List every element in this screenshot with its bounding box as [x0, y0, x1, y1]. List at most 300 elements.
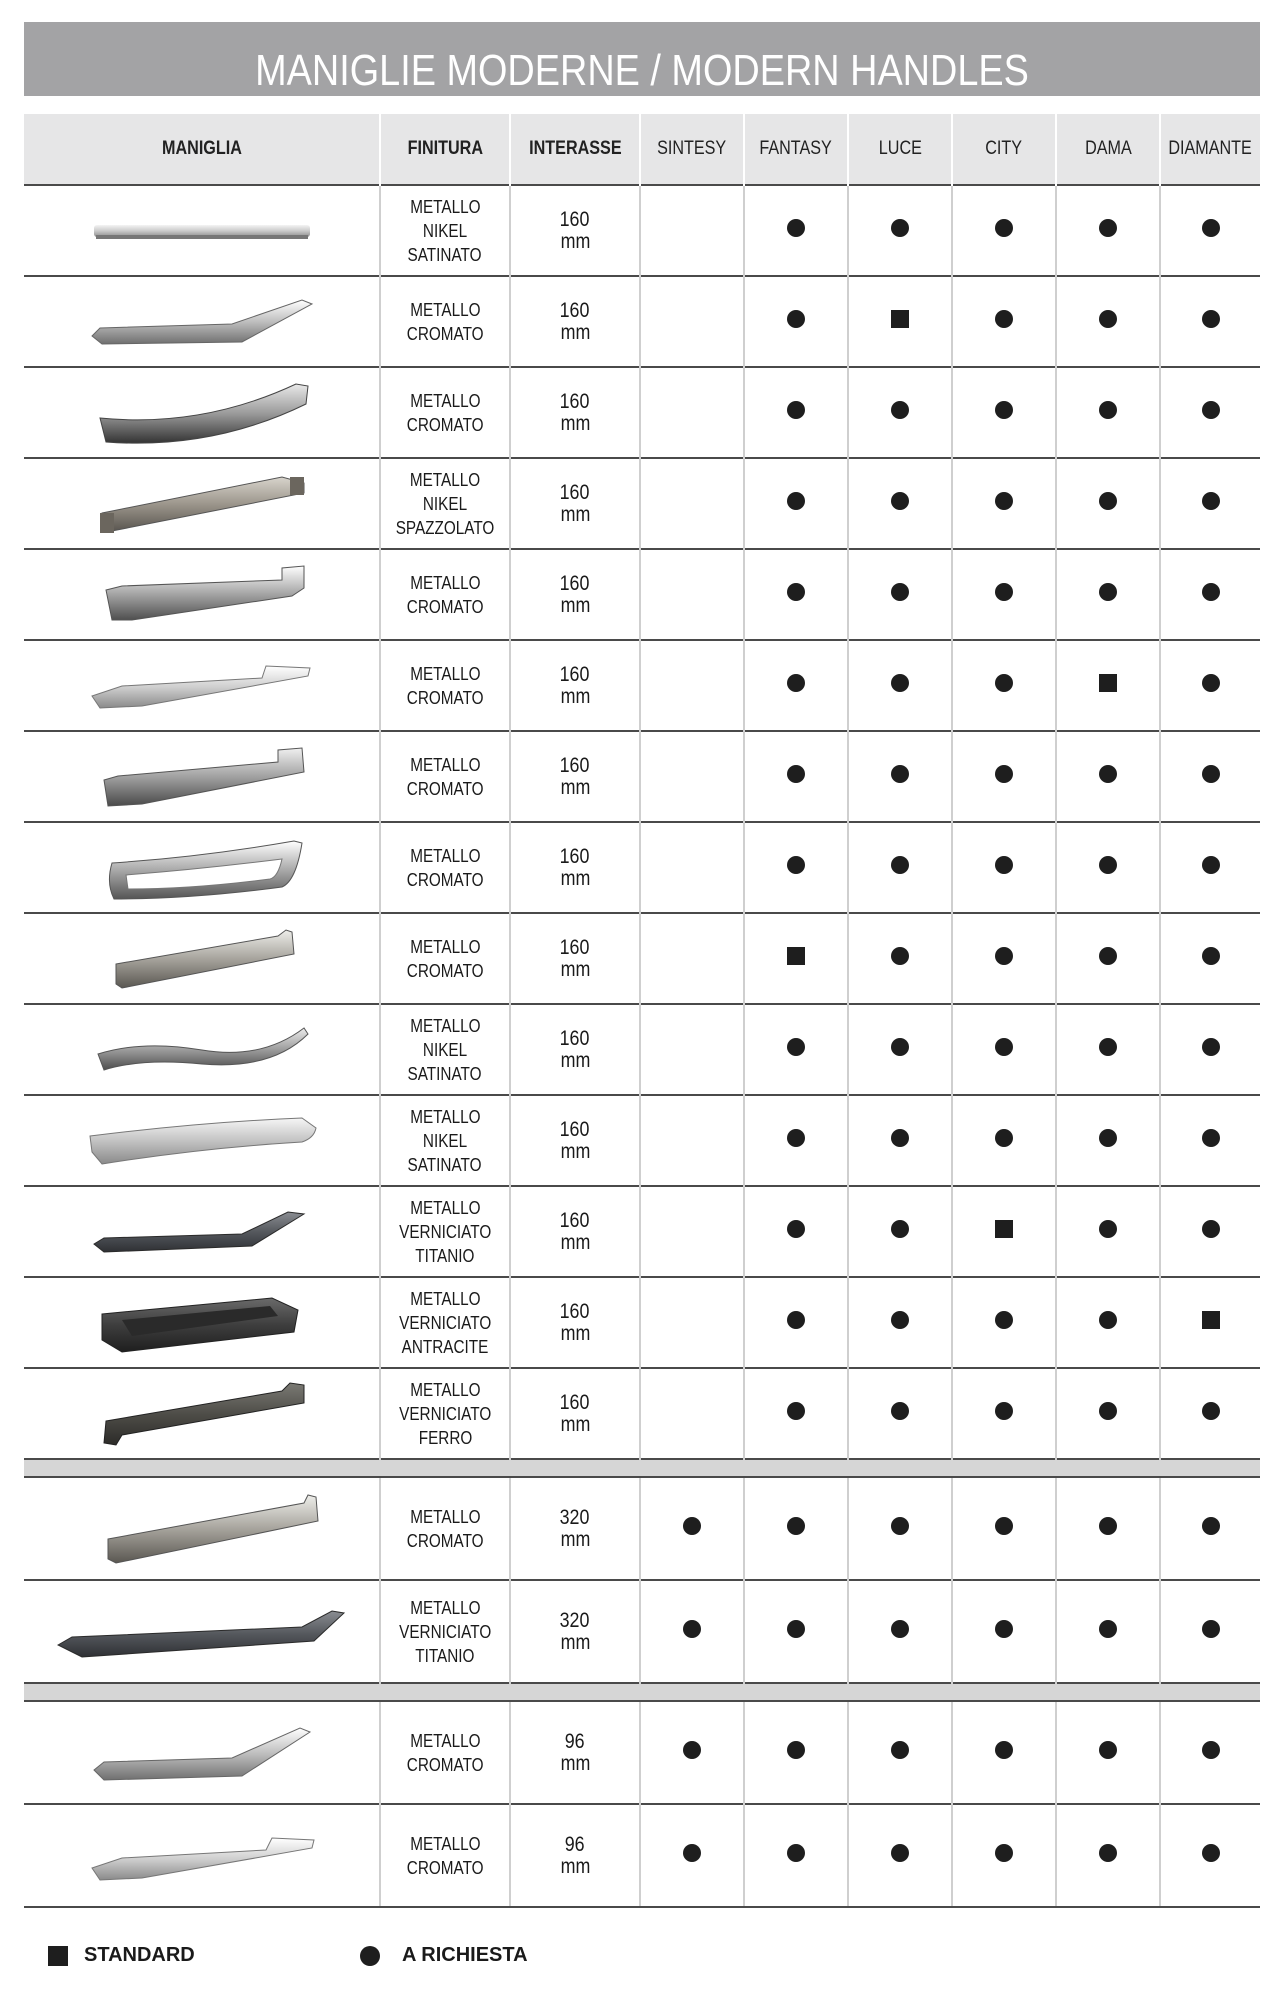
- availability-cell-dama: [1056, 458, 1160, 549]
- dot-icon: [1202, 310, 1220, 328]
- flat-chrome-handle-icon: [24, 656, 379, 716]
- availability-cell-dama: [1056, 1186, 1160, 1277]
- table-row: [24, 640, 1260, 731]
- interaxis-cell: [510, 1004, 640, 1095]
- interaxis-cell: [510, 1186, 640, 1277]
- interaxis-cell: [510, 822, 640, 913]
- interaxis-value: 96: [565, 1832, 585, 1856]
- availability-cell-fantasy: [744, 1804, 848, 1907]
- dot-icon: [1099, 583, 1117, 601]
- interaxis-value: 160: [560, 1208, 590, 1232]
- dot-icon: [787, 1844, 805, 1862]
- interaxis-cell: [510, 1701, 640, 1804]
- dot-icon: [995, 219, 1013, 237]
- availability-cell-luce: [848, 731, 952, 822]
- availability-cell-luce: [848, 640, 952, 731]
- dot-icon: [891, 492, 909, 510]
- dot-icon: [1202, 674, 1220, 692]
- availability-cell-city: [952, 1186, 1056, 1277]
- dot-icon: [1099, 219, 1117, 237]
- availability-cell-diamante: [1160, 731, 1260, 822]
- dot-icon: [995, 947, 1013, 965]
- legend-on-request: [360, 1944, 528, 1967]
- availability-cell-dama: [1056, 276, 1160, 367]
- availability-cell-sintesy: [640, 367, 744, 458]
- interaxis-unit: mm: [560, 1630, 590, 1654]
- finish-cell: [380, 458, 510, 549]
- dot-icon: [787, 674, 805, 692]
- dot-icon: [787, 1129, 805, 1147]
- finish-line: METALLO: [409, 1197, 481, 1218]
- availability-cell-fantasy: [744, 913, 848, 1004]
- dot-icon: [787, 1741, 805, 1759]
- dot-icon: [891, 1038, 909, 1056]
- legend-on-request-label: A RICHIESTA: [402, 1944, 528, 1966]
- availability-cell-luce: [848, 822, 952, 913]
- finish-line: CROMATO: [406, 596, 484, 617]
- handle-image-cell: [24, 640, 380, 731]
- availability-cell-sintesy: [640, 1368, 744, 1459]
- finish-line: METALLO: [409, 936, 481, 957]
- interaxis-unit: mm: [560, 229, 590, 253]
- handle-image-cell: [24, 913, 380, 1004]
- price-sheet: [24, 22, 1260, 1908]
- interaxis-value: 160: [560, 571, 590, 595]
- availability-cell-diamante: [1160, 1277, 1260, 1368]
- interaxis-unit: mm: [560, 1321, 590, 1345]
- dot-icon: [891, 219, 909, 237]
- availability-cell-diamante: [1160, 640, 1260, 731]
- dot-icon: [995, 1402, 1013, 1420]
- dot-icon: [1202, 219, 1220, 237]
- interaxis-value: 160: [560, 1026, 590, 1050]
- legend-standard-label: STANDARD: [84, 1944, 195, 1966]
- availability-cell-fantasy: [744, 1186, 848, 1277]
- finish-cell: [380, 276, 510, 367]
- availability-cell-luce: [848, 1368, 952, 1459]
- dot-icon: [1099, 1620, 1117, 1638]
- availability-cell-dama: [1056, 1095, 1160, 1186]
- block-chrome-handle-icon: [24, 560, 379, 630]
- angled-chrome-handle-icon: [24, 292, 379, 352]
- handle-image-cell: [24, 731, 380, 822]
- table-row: [24, 1477, 1260, 1580]
- availability-cell-diamante: [1160, 1701, 1260, 1804]
- dot-icon: [683, 1517, 701, 1535]
- dot-icon: [995, 310, 1013, 328]
- interaxis-unit: mm: [560, 320, 590, 344]
- table-row: [24, 185, 1260, 276]
- dot-icon: [995, 1620, 1013, 1638]
- finish-line: METALLO: [409, 663, 481, 684]
- availability-cell-sintesy: [640, 1095, 744, 1186]
- availability-cell-city: [952, 1477, 1056, 1580]
- dot-icon: [1099, 1311, 1117, 1329]
- finish-line: VERNICIATO: [398, 1221, 492, 1242]
- finish-line: TITANIO: [415, 1645, 475, 1666]
- table-row: [24, 1004, 1260, 1095]
- availability-cell-luce: [848, 276, 952, 367]
- header-interasse: INTERASSE: [510, 114, 640, 185]
- bridge-brushed-handle-icon: [24, 469, 379, 539]
- finish-line: CROMATO: [406, 778, 484, 799]
- availability-cell-sintesy: [640, 549, 744, 640]
- availability-cell-sintesy: [640, 731, 744, 822]
- availability-cell-city: [952, 1580, 1056, 1683]
- availability-cell-fantasy: [744, 276, 848, 367]
- finish-cell: [380, 731, 510, 822]
- availability-cell-city: [952, 1804, 1056, 1907]
- availability-cell-dama: [1056, 185, 1160, 276]
- dot-icon: [891, 947, 909, 965]
- finish-cell: [380, 367, 510, 458]
- availability-cell-sintesy: [640, 1186, 744, 1277]
- handle-image-cell: [24, 185, 380, 276]
- availability-cell-dama: [1056, 549, 1160, 640]
- header-city: CITY: [952, 114, 1056, 185]
- dot-icon: [1202, 947, 1220, 965]
- interaxis-cell: [510, 367, 640, 458]
- dot-icon: [891, 401, 909, 419]
- open-chrome-handle-icon: [24, 833, 379, 903]
- finish-line: CROMATO: [406, 1530, 484, 1551]
- table-row: [24, 1095, 1260, 1186]
- dot-icon: [995, 492, 1013, 510]
- angled-titanio-handle-icon: [24, 1202, 379, 1262]
- dot-icon: [787, 1402, 805, 1420]
- availability-cell-fantasy: [744, 1095, 848, 1186]
- dot-icon: [1099, 1741, 1117, 1759]
- dot-icon: [683, 1844, 701, 1862]
- availability-cell-diamante: [1160, 1368, 1260, 1459]
- dot-icon: [1202, 1844, 1220, 1862]
- finish-line: METALLO NIKEL: [409, 469, 481, 514]
- table-row: [24, 822, 1260, 913]
- availability-cell-luce: [848, 1580, 952, 1683]
- header-row: [24, 114, 1260, 185]
- finish-line: METALLO: [409, 1506, 481, 1527]
- availability-cell-luce: [848, 1804, 952, 1907]
- interaxis-cell: [510, 640, 640, 731]
- availability-cell-sintesy: [640, 458, 744, 549]
- availability-cell-sintesy: [640, 185, 744, 276]
- dot-icon: [1202, 492, 1220, 510]
- dot-icon: [1099, 310, 1117, 328]
- profile-chrome-handle-icon: [24, 924, 379, 994]
- table-row: [24, 276, 1260, 367]
- availability-cell-city: [952, 640, 1056, 731]
- availability-cell-fantasy: [744, 185, 848, 276]
- interaxis-cell: [510, 549, 640, 640]
- dot-icon: [787, 1620, 805, 1638]
- dot-icon: [787, 310, 805, 328]
- dot-icon: [1099, 1129, 1117, 1147]
- finish-line: VERNICIATO: [398, 1312, 492, 1333]
- finish-cell: [380, 640, 510, 731]
- availability-cell-dama: [1056, 1804, 1160, 1907]
- dot-icon: [1202, 856, 1220, 874]
- handle-image-cell: [24, 1580, 380, 1683]
- dot-icon: [891, 1620, 909, 1638]
- header-maniglia: MANIGLIA: [24, 114, 380, 185]
- header-fantasy: FANTASY: [744, 114, 848, 185]
- availability-cell-dama: [1056, 1277, 1160, 1368]
- dot-icon: [787, 492, 805, 510]
- interaxis-unit: mm: [560, 957, 590, 981]
- dot-icon: [1202, 401, 1220, 419]
- handles-table: [24, 114, 1260, 1908]
- availability-cell-fantasy: [744, 458, 848, 549]
- finish-line: METALLO: [409, 1597, 481, 1618]
- interaxis-unit: mm: [560, 684, 590, 708]
- interaxis-value: 320: [560, 1608, 590, 1632]
- interaxis-cell: [510, 1804, 640, 1907]
- availability-cell-diamante: [1160, 185, 1260, 276]
- availability-cell-dama: [1056, 731, 1160, 822]
- dot-icon: [1099, 765, 1117, 783]
- dot-icon: [787, 856, 805, 874]
- header-dama: DAMA: [1056, 114, 1160, 185]
- availability-cell-sintesy: [640, 1477, 744, 1580]
- dot-icon: [1099, 856, 1117, 874]
- finish-line: SPAZZOLATO: [395, 517, 495, 538]
- finish-line: METALLO: [409, 390, 481, 411]
- availability-cell-city: [952, 276, 1056, 367]
- section-separator: [24, 1683, 1260, 1701]
- finish-line: CROMATO: [406, 414, 484, 435]
- angled-titanio-long-handle-icon: [24, 1597, 379, 1667]
- interaxis-cell: [510, 731, 640, 822]
- finish-line: METALLO: [409, 1379, 481, 1400]
- dot-icon: [1099, 1517, 1117, 1535]
- interaxis-value: 96: [565, 1729, 585, 1753]
- dot-icon: [787, 1517, 805, 1535]
- square-icon: [1099, 674, 1117, 692]
- dot-icon: [787, 219, 805, 237]
- finish-line: CROMATO: [406, 1857, 484, 1878]
- handle-image-cell: [24, 549, 380, 640]
- availability-cell-luce: [848, 1477, 952, 1580]
- dot-icon: [787, 583, 805, 601]
- finish-cell: [380, 1580, 510, 1683]
- finish-line: METALLO: [409, 845, 481, 866]
- availability-cell-dama: [1056, 1477, 1160, 1580]
- table-row: [24, 367, 1260, 458]
- finish-cell: [380, 1186, 510, 1277]
- interaxis-value: 160: [560, 389, 590, 413]
- dot-icon: [787, 1220, 805, 1238]
- page-title: MANIGLIE MODERNE / MODERN HANDLES: [255, 46, 1029, 95]
- dot-icon: [787, 1038, 805, 1056]
- availability-cell-sintesy: [640, 1004, 744, 1095]
- availability-cell-diamante: [1160, 1004, 1260, 1095]
- interaxis-value: 160: [560, 844, 590, 868]
- dot-icon: [1099, 1844, 1117, 1862]
- availability-cell-sintesy: [640, 1277, 744, 1368]
- availability-cell-fantasy: [744, 1580, 848, 1683]
- header-diamante: DIAMANTE: [1160, 114, 1260, 185]
- interaxis-value: 320: [560, 1505, 590, 1529]
- dot-icon: [1099, 1402, 1117, 1420]
- dot-icon: [995, 583, 1013, 601]
- dot-icon: [1202, 583, 1220, 601]
- dot-icon: [995, 401, 1013, 419]
- interaxis-value: 160: [560, 1390, 590, 1414]
- availability-cell-luce: [848, 549, 952, 640]
- finish-line: METALLO: [409, 572, 481, 593]
- availability-cell-sintesy: [640, 640, 744, 731]
- finish-line: CROMATO: [406, 687, 484, 708]
- interaxis-unit: mm: [560, 775, 590, 799]
- interaxis-unit: mm: [560, 1048, 590, 1072]
- dot-icon: [1202, 1402, 1220, 1420]
- header-sintesy: SINTESY: [640, 114, 744, 185]
- interaxis-unit: mm: [560, 411, 590, 435]
- finish-line: CROMATO: [406, 869, 484, 890]
- finish-line: CROMATO: [406, 1754, 484, 1775]
- finish-cell: [380, 1477, 510, 1580]
- availability-cell-fantasy: [744, 822, 848, 913]
- dot-icon: [891, 856, 909, 874]
- interaxis-value: 160: [560, 662, 590, 686]
- handle-image-cell: [24, 1477, 380, 1580]
- dot-icon: [1099, 401, 1117, 419]
- dot-icon: [1202, 1741, 1220, 1759]
- availability-cell-dama: [1056, 1701, 1160, 1804]
- availability-cell-dama: [1056, 913, 1160, 1004]
- square-icon: [891, 310, 909, 328]
- availability-cell-luce: [848, 1701, 952, 1804]
- finish-line: VERNICIATO: [398, 1621, 492, 1642]
- dot-icon: [1202, 1517, 1220, 1535]
- dot-icon: [1202, 1620, 1220, 1638]
- interaxis-value: 160: [560, 207, 590, 231]
- availability-cell-city: [952, 549, 1056, 640]
- recessed-antracite-handle-icon: [24, 1288, 379, 1358]
- availability-cell-city: [952, 731, 1056, 822]
- interaxis-value: 160: [560, 1117, 590, 1141]
- table-row: [24, 1701, 1260, 1804]
- finish-line: METALLO: [409, 299, 481, 320]
- interaxis-cell: [510, 1277, 640, 1368]
- finish-line: SATINATO: [408, 244, 482, 265]
- dot-icon: [891, 765, 909, 783]
- interaxis-cell: [510, 1095, 640, 1186]
- finish-line: NIKEL: [422, 220, 468, 241]
- dot-icon: [995, 765, 1013, 783]
- interaxis-cell: [510, 458, 640, 549]
- finish-cell: [380, 1368, 510, 1459]
- square-icon: [1202, 1311, 1220, 1329]
- curved-chrome-handle-icon: [24, 378, 379, 448]
- finish-line: SATINATO: [408, 1154, 482, 1175]
- finish-line: NIKEL: [422, 1130, 468, 1151]
- availability-cell-luce: [848, 367, 952, 458]
- wide-nikel-handle-icon: [24, 1106, 379, 1176]
- finish-line: METALLO: [409, 1730, 481, 1751]
- interaxis-cell: [510, 913, 640, 1004]
- availability-cell-city: [952, 367, 1056, 458]
- interaxis-unit: mm: [560, 1230, 590, 1254]
- dot-icon: [891, 1844, 909, 1862]
- finish-line: SATINATO: [408, 1063, 482, 1084]
- availability-cell-dama: [1056, 822, 1160, 913]
- dot-icon: [787, 401, 805, 419]
- availability-cell-fantasy: [744, 1701, 848, 1804]
- table-row: [24, 1580, 1260, 1683]
- separator-cell: [24, 1459, 1260, 1477]
- dot-icon: [995, 856, 1013, 874]
- availability-cell-fantasy: [744, 549, 848, 640]
- dot-icon: [995, 1517, 1013, 1535]
- availability-cell-luce: [848, 913, 952, 1004]
- dot-icon: [787, 1311, 805, 1329]
- interaxis-unit: mm: [560, 1854, 590, 1878]
- dot-icon: [995, 1741, 1013, 1759]
- availability-cell-fantasy: [744, 1004, 848, 1095]
- dot-icon: [1099, 492, 1117, 510]
- handle-image-cell: [24, 1804, 380, 1907]
- square-icon: [48, 1946, 68, 1966]
- dot-icon: [891, 1517, 909, 1535]
- finish-line: METALLO: [409, 1288, 481, 1309]
- availability-cell-fantasy: [744, 1277, 848, 1368]
- availability-cell-diamante: [1160, 276, 1260, 367]
- profile-chrome-long-handle-icon: [24, 1489, 379, 1569]
- bridge-ferro-handle-icon: [24, 1379, 379, 1449]
- block-chrome-2-handle-icon: [24, 742, 379, 812]
- finish-line: METALLO: [409, 754, 481, 775]
- dot-icon: [995, 674, 1013, 692]
- finish-line: NIKEL: [422, 1039, 468, 1060]
- availability-cell-city: [952, 1368, 1056, 1459]
- availability-cell-fantasy: [744, 1368, 848, 1459]
- square-icon: [787, 947, 805, 965]
- availability-cell-city: [952, 1277, 1056, 1368]
- finish-cell: [380, 1277, 510, 1368]
- dot-icon: [1202, 1038, 1220, 1056]
- dot-icon: [683, 1741, 701, 1759]
- dot-icon: [1099, 1038, 1117, 1056]
- availability-cell-diamante: [1160, 1186, 1260, 1277]
- availability-cell-dama: [1056, 640, 1160, 731]
- interaxis-unit: mm: [560, 1139, 590, 1163]
- availability-cell-diamante: [1160, 1580, 1260, 1683]
- availability-cell-sintesy: [640, 276, 744, 367]
- dot-icon: [1202, 1129, 1220, 1147]
- availability-cell-sintesy: [640, 822, 744, 913]
- dot-icon: [995, 1129, 1013, 1147]
- dot-icon: [891, 674, 909, 692]
- availability-cell-sintesy: [640, 1701, 744, 1804]
- finish-cell: [380, 1095, 510, 1186]
- interaxis-cell: [510, 1580, 640, 1683]
- finish-line: CROMATO: [406, 960, 484, 981]
- availability-cell-diamante: [1160, 1095, 1260, 1186]
- interaxis-value: 160: [560, 753, 590, 777]
- finish-line: VERNICIATO: [398, 1403, 492, 1424]
- dot-icon: [1202, 765, 1220, 783]
- interaxis-unit: mm: [560, 502, 590, 526]
- finish-cell: [380, 549, 510, 640]
- dot-icon: [1099, 1220, 1117, 1238]
- dot-icon: [360, 1946, 380, 1966]
- handle-image-cell: [24, 1095, 380, 1186]
- dot-icon: [1202, 1220, 1220, 1238]
- interaxis-cell: [510, 1477, 640, 1580]
- availability-cell-luce: [848, 1004, 952, 1095]
- interaxis-unit: mm: [560, 1527, 590, 1551]
